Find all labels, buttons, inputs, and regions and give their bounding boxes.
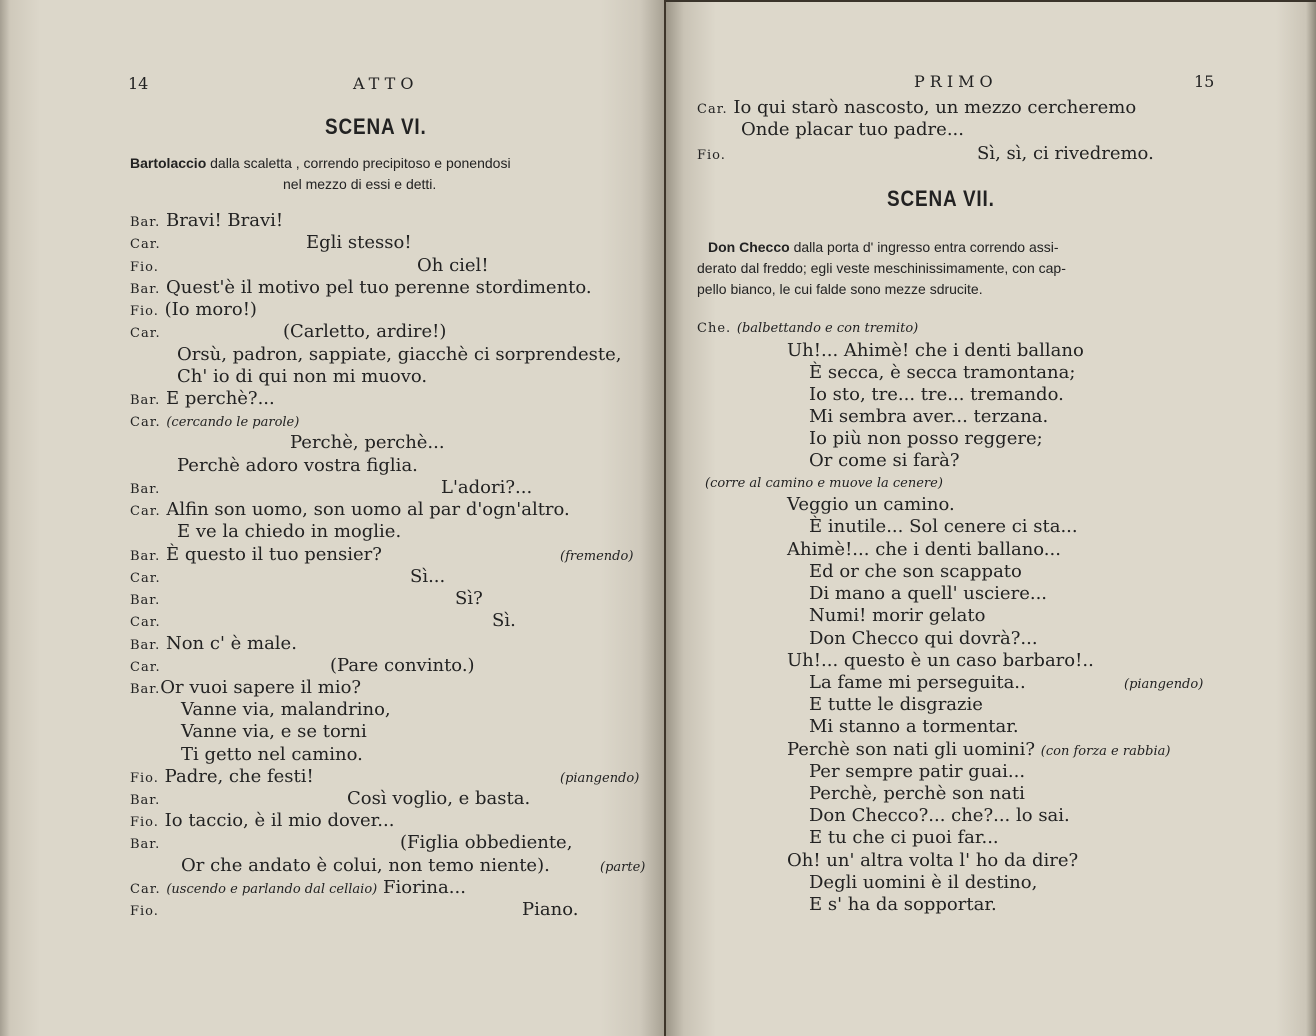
dialogue-line: Sì, sì, ci rivedremo.: [977, 143, 1154, 164]
dialogue-line: Fio. Padre, che festi!: [130, 766, 314, 787]
dialogue-line: Che. (balbettando e con tremito): [697, 321, 919, 336]
dialogue-line: Egli stesso!: [306, 232, 412, 253]
dialogue-line: Car. (uscendo e parlando dal cellaio) Fiorina...: [130, 877, 466, 898]
stage-direction: [708, 237, 1059, 258]
scene-title: SCENA VI.: [325, 114, 427, 139]
dialogue-line: Numi! morir gelato: [809, 605, 986, 626]
dialogue-line: Car. (cercando le parole): [130, 415, 300, 430]
dialogue-line: Sì...: [410, 566, 446, 587]
stage-direction-note: (piangendo): [560, 771, 640, 786]
dialogue-line: Bar.: [130, 837, 161, 852]
dialogue-line: E tu che ci puoi far...: [809, 827, 999, 848]
dialogue-line: Vanne via, malandrino,: [181, 699, 391, 720]
dialogue-line: Or che andato è colui, non temo niente).: [181, 855, 550, 876]
stage-direction: [130, 153, 511, 174]
dialogue-line: Fio. (Io moro!): [130, 299, 257, 320]
page-edge: [666, 0, 1316, 2]
dialogue-line: Bar. E perchè?...: [130, 388, 275, 409]
dialogue-line: Bar.: [130, 793, 161, 808]
character-name: Bartolaccio: [130, 155, 207, 171]
dialogue-line: (Figlia obbediente,: [400, 832, 573, 853]
dialogue-line: Perchè, perchè...: [290, 432, 445, 453]
scene-title: SCENA VII.: [887, 186, 995, 211]
running-head: ATTO: [353, 74, 419, 93]
dialogue-line: Orsù, padron, sappiate, giacchè ci sorprendeste,: [177, 344, 622, 365]
dialogue-line: Or come si farà?: [809, 450, 960, 471]
dialogue-line: La fame mi perseguita..: [809, 672, 1026, 693]
dialogue-line: Io più non posso reggere;: [809, 428, 1043, 449]
stage-direction-note: (parte): [600, 860, 646, 875]
dialogue-line: Così voglio, e basta.: [347, 788, 531, 809]
stage-direction-line: pello bianco, le cui falde sono mezze sdrucite.: [697, 281, 983, 297]
dialogue-line: Car. Alfin son uomo, son uomo al par d'ogn'altro.: [130, 499, 570, 520]
stage-direction-note: (corre al camino e muove la cenere): [705, 476, 943, 491]
dialogue-line: Ti getto nel camino.: [181, 744, 363, 765]
dialogue-line: Degli uomini è il destino,: [809, 872, 1038, 893]
running-head: PRIMO: [914, 72, 998, 91]
page-number: 14: [128, 74, 149, 93]
dialogue-line: Uh!... questo è un caso barbaro!..: [787, 650, 1094, 671]
dialogue-line: Car.: [130, 571, 161, 586]
dialogue-line: Bar. Non c' è male.: [130, 633, 297, 654]
dialogue-line: Perchè adoro vostra figlia.: [177, 455, 418, 476]
dialogue-line: Veggio un camino.: [787, 494, 955, 515]
dialogue-line: Fio.: [130, 260, 159, 275]
dialogue-line: Perchè son nati gli uomini? (con forza e rabbia): [787, 739, 1171, 760]
dialogue-line: E s' ha da sopportar.: [809, 894, 997, 915]
stage-direction-line: nel mezzo di essi e detti.: [283, 176, 437, 192]
dialogue-line: Car. Io qui starò nascosto, un mezzo cercheremo: [697, 97, 1137, 118]
right-page: [666, 0, 1316, 1036]
dialogue-line: Car.: [130, 237, 161, 252]
dialogue-line: Bar. Bravi! Bravi!: [130, 210, 284, 231]
stage-direction-line: derato dal freddo; egli veste meschinissimamente, con cap-: [697, 260, 1066, 276]
dialogue-line: Mi stanno a tormentar.: [809, 716, 1019, 737]
dialogue-line: Perchè, perchè son nati: [809, 783, 1025, 804]
dialogue-line: Car.: [130, 660, 161, 675]
dialogue-line: Don Checco?... che?... lo sai.: [809, 805, 1070, 826]
dialogue-line: Bar. È questo il tuo pensier?: [130, 544, 382, 565]
dialogue-line: Car.: [130, 615, 161, 630]
dialogue-line: Mi sembra aver... terzana.: [809, 406, 1049, 427]
page-number: 15: [1194, 72, 1215, 91]
dialogue-line: Di mano a quell' usciere...: [809, 583, 1048, 604]
dialogue-line: Ahimè!... che i denti ballano...: [787, 539, 1061, 560]
dialogue-line: Sì?: [455, 588, 483, 609]
dialogue-line: Per sempre patir guai...: [809, 761, 1026, 782]
dialogue-line: Io sto, tre... tre... tremando.: [809, 384, 1064, 405]
dialogue-line: Bar. Quest'è il motivo pel tuo perenne stordimento.: [130, 277, 592, 298]
dialogue-line: Bar.Or vuoi sapere il mio?: [130, 677, 362, 698]
dialogue-line: (Pare convinto.): [330, 655, 475, 676]
dialogue-line: Ed or che son scappato: [809, 561, 1022, 582]
dialogue-line: Oh! un' altra volta l' ho da dire?: [787, 850, 1079, 871]
dialogue-line: Car.: [130, 326, 161, 341]
dialogue-line: E ve la chiedo in moglie.: [177, 521, 402, 542]
dialogue-line: Uh!... Ahimè! che i denti ballano: [787, 340, 1084, 361]
dialogue-line: Oh ciel!: [417, 255, 489, 276]
dialogue-line: (Carletto, ardire!): [283, 321, 447, 342]
stage-direction-line: dalla porta d' ingresso entra correndo assi-: [793, 239, 1059, 255]
dialogue-line: Don Checco qui dovrà?...: [809, 628, 1038, 649]
dialogue-line: È inutile... Sol cenere ci sta...: [809, 516, 1078, 537]
character-name: Don Checco: [708, 239, 790, 255]
dialogue-line: Sì.: [492, 610, 516, 631]
dialogue-line: Piano.: [522, 899, 579, 920]
dialogue-line: Bar.: [130, 593, 161, 608]
stage-direction-line: dalla scaletta , correndo precipitoso e ponendosi: [210, 155, 511, 171]
dialogue-line: Onde placar tuo padre...: [741, 119, 964, 140]
dialogue-line: L'adori?...: [441, 477, 533, 498]
dialogue-line: Fio.: [130, 904, 159, 919]
dialogue-line: Ch' io di qui non mi muovo.: [177, 366, 428, 387]
dialogue-line: Fio. Io taccio, è il mio dover...: [130, 810, 395, 831]
dialogue-line: Vanne via, e se torni: [181, 721, 367, 742]
dialogue-line: Bar.: [130, 482, 161, 497]
dialogue-line: E tutte le disgrazie: [809, 694, 983, 715]
dialogue-line: È secca, è secca tramontana;: [809, 362, 1076, 383]
stage-direction-note: (fremendo): [560, 549, 634, 564]
stage-direction-note: (piangendo): [1124, 677, 1204, 692]
dialogue-line: Fio.: [697, 148, 726, 163]
